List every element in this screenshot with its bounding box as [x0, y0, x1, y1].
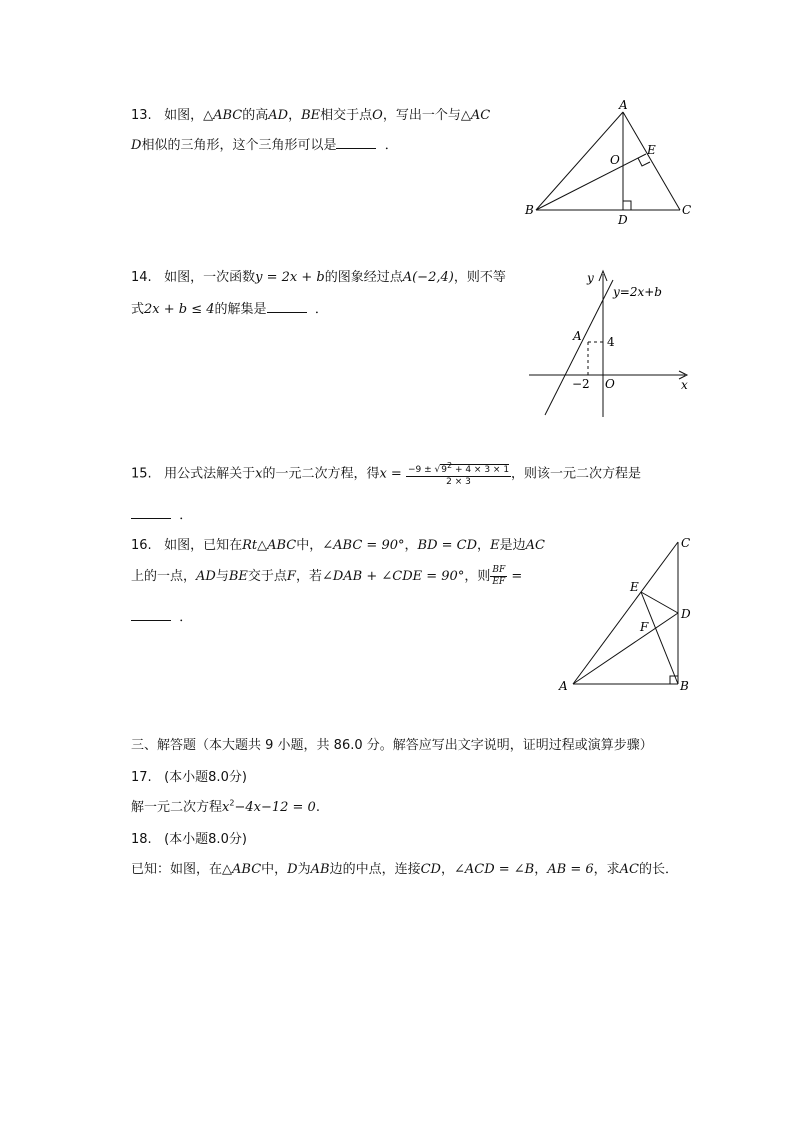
q16-text: 上的一点， [131, 569, 197, 584]
q16-text: ， [404, 538, 418, 553]
answer-blank[interactable] [131, 608, 171, 621]
math-abc: ABC [213, 108, 243, 123]
q16-text: 是边 [499, 538, 526, 553]
q13-line2 [131, 134, 398, 153]
q18-text: ， [534, 862, 548, 877]
q18-text: 中， [261, 862, 288, 877]
q14-text: ，则不等 [453, 270, 506, 285]
math-rt: Rt [242, 538, 258, 553]
math-o: O [372, 108, 383, 123]
q16-ratio [490, 565, 507, 588]
math-e: E [490, 538, 500, 553]
q18-text: 已知：如图，在 [131, 862, 223, 877]
label-y-axis: y [587, 271, 594, 285]
q15-line1 [131, 460, 641, 488]
q18-text: 为 [297, 862, 311, 877]
label-d: D [681, 607, 691, 621]
period: ． [314, 302, 328, 317]
q14-text: 式 [131, 302, 145, 317]
q14-figure [525, 262, 695, 422]
label-line-equation: y=2x+b [613, 285, 662, 299]
label-c: C [682, 203, 692, 217]
formula-exponent: 2 [446, 461, 453, 470]
label-a: A [559, 679, 568, 693]
label-x-axis: x [681, 378, 688, 392]
q18-text: ，求 [593, 862, 620, 877]
formula-denominator: 2 × 3 [446, 477, 471, 487]
math-angle-equality: ∠ACD = ∠B [453, 862, 535, 877]
q15-text: ，则该一元二次方程是 [511, 466, 642, 482]
label-d: D [618, 213, 628, 227]
q17-score: (本小题8.0分) [164, 770, 247, 785]
label-e: E [630, 580, 639, 594]
q14-number: 14. [131, 270, 152, 285]
label-a: A [619, 98, 628, 112]
q15-formula: $\frac{-9 \pm √92 + 4 \times 3 \times 1}{2 \times 3}$ [407, 461, 510, 487]
math-be: BE [301, 108, 321, 123]
ratio-numerator: BF [492, 565, 506, 575]
q13-text: 的高 [242, 108, 269, 123]
q16-text: 如图，已知在 [164, 538, 243, 553]
label-neg-two: −2 [572, 377, 590, 391]
answer-blank[interactable] [131, 506, 171, 519]
formula-part: 9 [441, 465, 447, 475]
math-linear-function: y = 2x + b [255, 270, 325, 285]
label-four: 4 [607, 335, 615, 349]
section-title: 三、解答题（本大题共 9 小题，共 86.0 分。解答应写出文字说明，证明过程或演算步骤） [131, 738, 653, 753]
label-f: F [640, 620, 649, 634]
math-x-equals: x = [379, 466, 402, 482]
math-cd: CD [420, 862, 441, 877]
q16-text: 交于点 [247, 569, 287, 584]
q14-line1 [131, 266, 506, 285]
q16-line3 [131, 606, 192, 625]
q13-text: 相交于点 [320, 108, 373, 123]
period: ． [384, 138, 398, 153]
math-exponent: 2 [229, 798, 235, 808]
period: ． [179, 508, 193, 523]
math-ac: AC [525, 538, 545, 553]
q16-number: 16. [131, 538, 152, 553]
q17-body [131, 796, 320, 815]
q18-number: 18. [131, 832, 152, 847]
q16-text: ， [477, 538, 491, 553]
q18-score: (本小题8.0分) [164, 832, 247, 847]
math-ab-length: AB = 6 [547, 862, 594, 877]
period: ． [179, 610, 193, 625]
q13-text: ，写出一个与 [382, 108, 461, 123]
q13-text: 如图， [164, 108, 204, 123]
math-abc: ABC [267, 538, 297, 553]
q16-text: ，若 [295, 569, 322, 584]
q14-line2 [131, 298, 328, 317]
math-be: BE [228, 569, 248, 584]
formula-part: −9 ± [407, 465, 435, 475]
q17-text: 解一元二次方程 [131, 800, 223, 815]
triangle-symbol: △ [257, 538, 268, 553]
q13-text: ， [288, 108, 302, 123]
label-e: E [647, 143, 656, 157]
q18-text: 的长． [639, 862, 679, 877]
label-b: B [680, 679, 689, 693]
ratio-denominator: EF [492, 577, 506, 587]
q16-text: ，则 [464, 569, 491, 584]
q13-figure [520, 98, 700, 230]
math-angle-abc: ∠ABC = 90° [322, 538, 405, 553]
q15-number: 15. [131, 466, 152, 482]
q16-text: 中， [296, 538, 323, 553]
math-d: D [287, 862, 298, 877]
math-equation: −4x−12 = 0 [234, 800, 316, 815]
formula-part: + 4 × 3 × 1 [452, 465, 510, 475]
q18-header [131, 828, 247, 847]
math-ad: AD [196, 569, 216, 584]
answer-blank[interactable] [267, 300, 307, 313]
math-ab: AB [310, 862, 330, 877]
math-abc: ABC [232, 862, 262, 877]
label-c: C [681, 536, 691, 550]
q13-line1 [131, 104, 490, 123]
math-ac: AC [470, 108, 491, 123]
math-x: x [222, 800, 230, 815]
triangle-symbol: △ [460, 108, 471, 123]
math-ac: AC [619, 862, 639, 877]
math-x: x [255, 466, 263, 482]
q13-number: 13. [131, 108, 152, 123]
label-o: O [610, 153, 620, 167]
label-b: B [525, 203, 534, 217]
q14-text: 的解集是 [214, 302, 267, 317]
q17-number: 17. [131, 770, 152, 785]
q14-text: 的图象经过点 [324, 270, 403, 285]
q15-text: 用公式法解关于 [164, 466, 256, 482]
answer-blank[interactable] [336, 136, 376, 149]
math-bd-cd: BD = CD [417, 538, 478, 553]
math-f: F [286, 569, 296, 584]
q15-text: 的一元二次方程，得 [262, 466, 380, 482]
label-a: A [573, 329, 582, 343]
triangle-symbol: △ [222, 862, 233, 877]
q18-body [131, 858, 678, 877]
q16-line1 [131, 534, 545, 553]
math-point-a: A(−2,4) [402, 270, 454, 285]
q15-line2 [131, 504, 192, 523]
q14-text: 如图，一次函数 [164, 270, 256, 285]
q18-text: ， [440, 862, 454, 877]
math-angle-condition: ∠DAB + ∠CDE = 90° [321, 569, 465, 584]
triangle-symbol: △ [203, 108, 214, 123]
math-inequality: 2x + b ≤ 4 [144, 302, 215, 317]
q17-header [131, 766, 247, 785]
q13-text: 相似的三角形，这个三角形可以是 [141, 138, 337, 153]
q18-text: 边的中点，连接 [329, 862, 421, 877]
math-equals: = [507, 569, 523, 584]
math-ad: AD [268, 108, 289, 123]
math-d: D [131, 138, 142, 153]
period: . [315, 800, 320, 815]
q16-text: 与 [215, 569, 229, 584]
q16-line2 [131, 564, 522, 590]
q16-figure [555, 532, 705, 697]
label-origin: O [605, 377, 615, 391]
